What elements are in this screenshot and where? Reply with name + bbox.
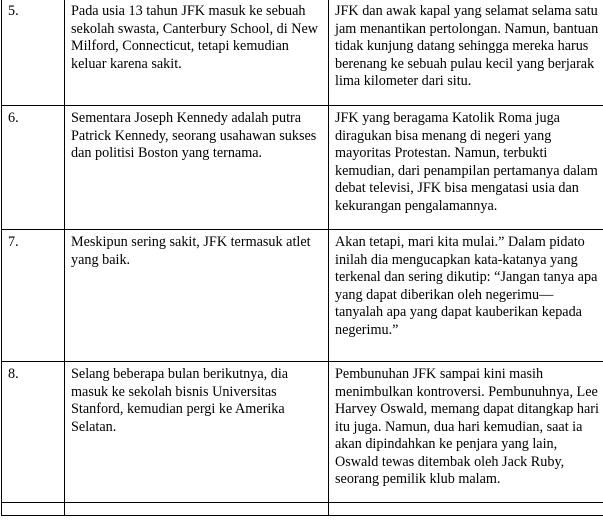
passage-cell xyxy=(329,230,603,362)
row-number-cell xyxy=(2,362,65,503)
table-row xyxy=(2,0,603,106)
statement-cell xyxy=(65,230,329,362)
row-number-cell xyxy=(2,0,65,106)
statement-text: Meskipun sering sakit, JFK termasuk atlet yang baik. xyxy=(71,234,311,268)
statement-cell xyxy=(65,362,329,503)
row-number: 6. xyxy=(8,110,19,126)
row-number: 7. xyxy=(8,234,19,250)
passage-cell xyxy=(329,362,603,503)
row-number-cell xyxy=(2,106,65,230)
passage-text: JFK yang beragama Katolik Roma juga diragukan bisa menang di negeri yang mayoritas Protestan. Namun, terbukti kemudian, dari penampilan pertamanya dalam debat televisi, JFK bisa mengatasi usia dan kekurangan pengalamannya. xyxy=(335,110,598,214)
passage-cell xyxy=(329,106,603,230)
statement-cell xyxy=(65,0,329,106)
table-row-partial xyxy=(2,503,603,516)
passage-text: Pembunuhan JFK sampai kini masih menimbulkan kontroversi. Pembunuhnya, Lee Harvey Oswald, memang dapat ditangkap hari itu juga. Namun, dua hari kemudian, saat ia akan dipindahkan ke penjara yang lain, Oswald tewas ditembak oleh Jack Ruby, seorang pemilik klub malam. xyxy=(335,366,599,487)
statement-text: Pada usia 13 tahun JFK masuk ke sebuah sekolah swasta, Canterbury School, di New Milford, Connecticut, tetapi kemudian keluar karena sakit. xyxy=(71,3,319,72)
exercise-table xyxy=(1,0,603,516)
passage-text: Akan tetapi, mari kita mulai.” Dalam pidato inilah dia mengucapkan kata-katanya yang terkenal dan sering dikutip: “Jangan tanya apa yang dapat diberikan oleh negerimu—tanyalah apa yang dapat kauberikan kepada negerimu.” xyxy=(335,234,598,338)
passage-cell xyxy=(329,0,603,106)
row-number: 5. xyxy=(8,3,19,19)
passage-text: JFK dan awak kapal yang selamat selama satu jam menantikan pertolongan. Namun, bantuan tidak kunjung datang sehingga mereka harus berenang ke sebuah pulau kecil yang berjarak lima kilometer dari situ. xyxy=(335,3,599,89)
table-row xyxy=(2,362,603,503)
table-row xyxy=(2,230,603,362)
statement-text: Selang beberapa bulan berikutnya, dia masuk ke sekolah bisnis Universitas Stanford, kemudian pergi ke Amerika Selatan. xyxy=(71,366,289,435)
row-number-cell xyxy=(2,230,65,362)
row-number-cell xyxy=(2,503,65,516)
table-row xyxy=(2,106,603,230)
row-number: 8. xyxy=(8,366,19,382)
passage-cell xyxy=(329,503,603,516)
statement-cell xyxy=(65,106,329,230)
statement-text: Sementara Joseph Kennedy adalah putra Patrick Kennedy, seorang usahawan sukses dan politisi Boston yang ternama. xyxy=(71,110,317,161)
statement-cell xyxy=(65,503,329,516)
